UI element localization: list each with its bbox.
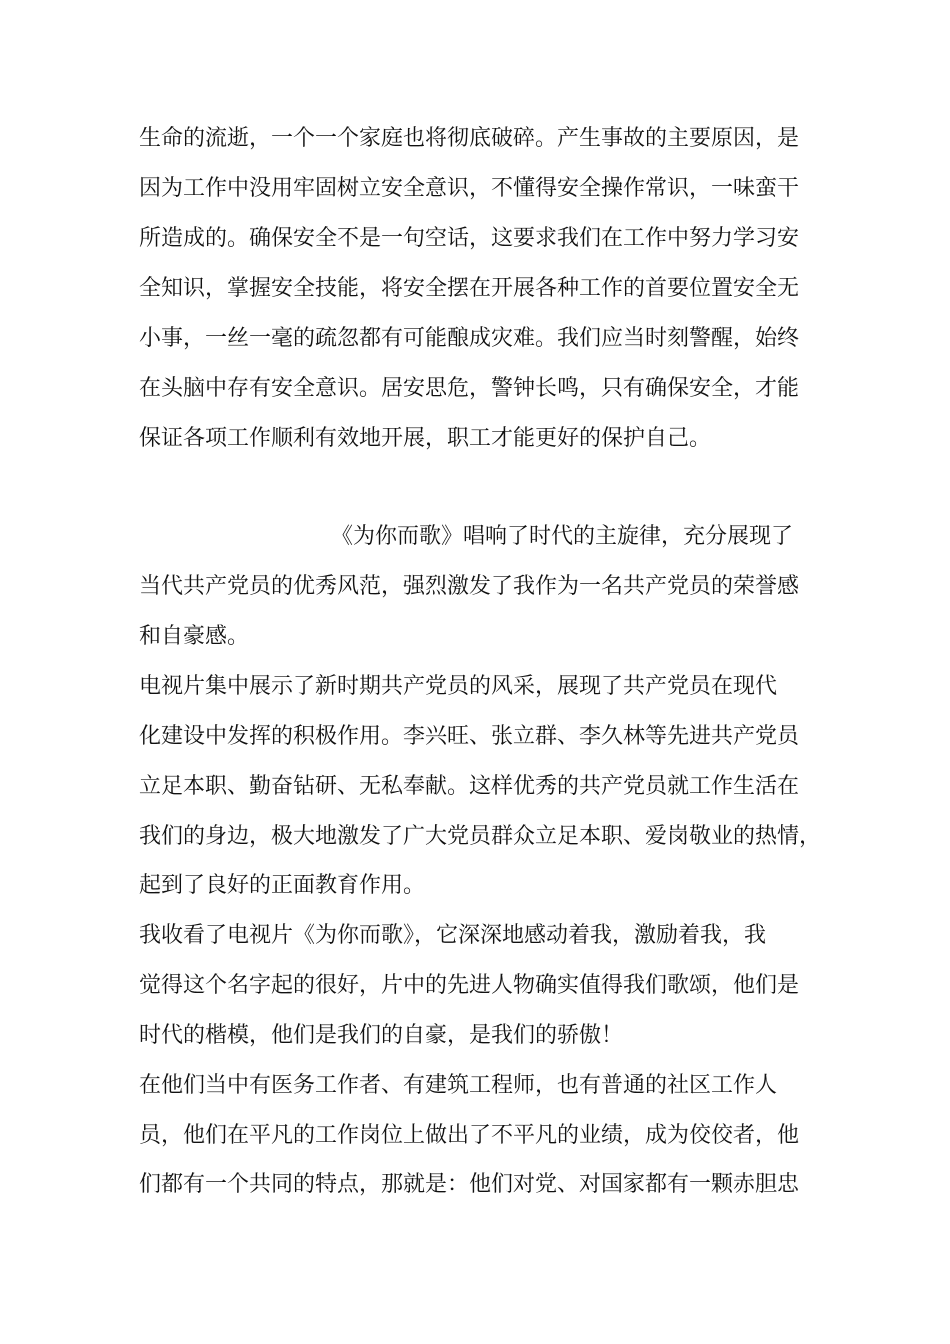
paragraph-4-line-3: 时代的楷模，他们是我们的自豪，是我们的骄傲！	[139, 1023, 624, 1048]
paragraph-1-line-4: 全知识，掌握安全技能，将安全摆在开展各种工作的首要位置安全无	[139, 276, 800, 301]
paragraph-4-line-2: 觉得这个名字起的很好，片中的先进人物确实值得我们歌颂，他们是	[139, 973, 800, 998]
paragraph-3-line-1: 电视片集中展示了新时期共产党员的风采，展现了共产党员在现代	[139, 674, 778, 699]
paragraph-2-line-1: 《为你而歌》唱响了时代的主旋律，充分展现了	[331, 524, 794, 549]
paragraph-1-line-1: 生命的流逝，一个一个家庭也将彻底破碎。产生事故的主要原因，是	[139, 126, 800, 151]
paragraph-5-line-1: 在他们当中有医务工作者、有建筑工程师，也有普通的社区工作人	[139, 1073, 778, 1098]
paragraph-1-line-5: 小事，一丝一毫的疏忽都有可能酿成灾难。我们应当时刻警醒，始终	[139, 326, 800, 351]
paragraph-3-line-3: 立足本职、勤奋钻研、无私奉献。这样优秀的共产党员就工作生活在	[139, 774, 800, 799]
paragraph-3-line-4: 我们的身边，极大地激发了广大党员群众立足本职、爱岗敬业的热情，	[139, 824, 822, 849]
paragraph-1-line-3: 所造成的。确保安全不是一句空话，这要求我们在工作中努力学习安	[139, 226, 800, 251]
paragraph-2-line-2: 当代共产党员的优秀风范，强烈激发了我作为一名共产党员的荣誉感	[139, 574, 800, 599]
paragraph-5-line-3: 们都有一个共同的特点，那就是：他们对党、对国家都有一颗赤胆忠	[139, 1172, 800, 1197]
paragraph-3-line-5: 起到了良好的正面教育作用。	[139, 873, 426, 898]
paragraph-1-line-7: 保证各项工作顺利有效地开展，职工才能更好的保护自己。	[139, 426, 712, 451]
paragraph-1-line-2: 因为工作中没用牢固树立安全意识，不懂得安全操作常识，一味蛮干	[139, 176, 800, 201]
paragraph-4-line-1: 我收看了电视片《为你而歌》，它深深地感动着我，激励着我，我	[139, 923, 767, 948]
paragraph-3-line-2: 化建设中发挥的积极作用。李兴旺、张立群、李久林等先进共产党员	[139, 724, 800, 749]
paragraph-2-line-3: 和自豪感。	[139, 624, 250, 649]
paragraph-5-line-2: 员，他们在平凡的工作岗位上做出了不平凡的业绩，成为佼佼者，他	[139, 1123, 800, 1148]
paragraph-1-line-6: 在头脑中存有安全意识。居安思危，警钟长鸣，只有确保安全，才能	[139, 376, 800, 401]
